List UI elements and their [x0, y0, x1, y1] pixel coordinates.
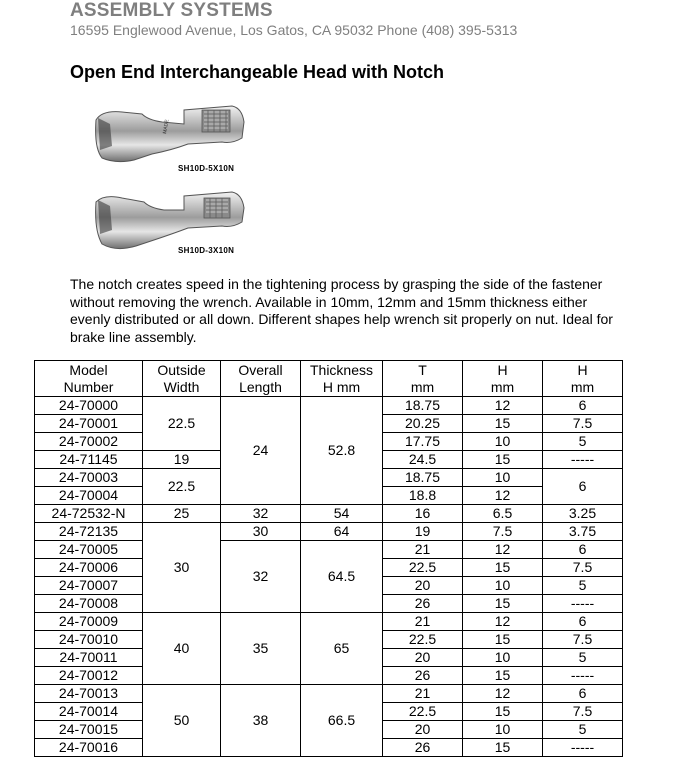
header-h-mm: H mm: [463, 361, 543, 397]
h2-cell: 3.75: [543, 523, 623, 541]
h2-cell: 6: [543, 541, 623, 559]
model-cell: 24-70010: [35, 631, 143, 649]
h2-cell: 6: [543, 613, 623, 631]
table-row: [35, 505, 623, 523]
model-cell: 24-71145: [35, 451, 143, 469]
model-cell: 24-70001: [35, 415, 143, 433]
t-cell: 20: [383, 721, 463, 739]
header-thickness: Thickness H mm: [301, 361, 383, 397]
h-cell: 15: [463, 739, 543, 757]
overall-length-cell: 38: [221, 685, 301, 757]
t-cell: 21: [383, 685, 463, 703]
table-header-row: [35, 361, 623, 397]
outside-width-cell: 19: [143, 451, 221, 469]
outside-width-cell: 22.5: [143, 469, 221, 505]
model-cell: 24-72532-N: [35, 505, 143, 523]
overall-length-cell: 24: [221, 397, 301, 505]
header-overall-length: Overall Length: [221, 361, 301, 397]
h-cell: 15: [463, 451, 543, 469]
overall-length-cell: 35: [221, 613, 301, 685]
t-cell: 24.5: [383, 451, 463, 469]
thickness-cell: 54: [301, 505, 383, 523]
company-name: ASSEMBLY SYSTEMS: [70, 0, 273, 21]
product-description: The notch creates speed in the tightening process by grasping the side of the fastener without removing the wrench. Available in 10mm, 12mm and 15mm thickness either evenly distributed or all down. Different shapes help wrench sit properly on nut. Ideal for brake line assembly.: [70, 276, 613, 345]
thickness-cell: 65: [301, 613, 383, 685]
model-cell: 24-70002: [35, 433, 143, 451]
model-cell: 24-70011: [35, 649, 143, 667]
header-model-number: Model Number: [35, 361, 143, 397]
model-cell: 24-70014: [35, 703, 143, 721]
model-cell: 24-70000: [35, 397, 143, 415]
h-cell: 15: [463, 667, 543, 685]
h-cell: 10: [463, 433, 543, 451]
h2-cell: -----: [543, 667, 623, 685]
h2-cell: 6: [543, 469, 623, 505]
h-cell: 6.5: [463, 505, 543, 523]
overall-length-cell: 32: [221, 541, 301, 613]
t-cell: 18.75: [383, 397, 463, 415]
h-cell: 12: [463, 487, 543, 505]
h-cell: 15: [463, 559, 543, 577]
outside-width-cell: 22.5: [143, 397, 221, 451]
h-cell: 15: [463, 595, 543, 613]
h2-cell: 5: [543, 577, 623, 595]
outside-width-cell: 25: [143, 505, 221, 523]
h-cell: 15: [463, 703, 543, 721]
model-cell: 24-70003: [35, 469, 143, 487]
h-cell: 10: [463, 721, 543, 739]
outside-width-cell: 30: [143, 523, 221, 613]
table-row: [35, 613, 623, 631]
company-address: 16595 Englewood Avenue, Los Gatos, CA 95032 Phone (408) 395-5313: [70, 22, 518, 38]
t-cell: 19: [383, 523, 463, 541]
model-cell: 24-70015: [35, 721, 143, 739]
h2-cell: 6: [543, 397, 623, 415]
table-row: [35, 397, 623, 415]
t-cell: 16: [383, 505, 463, 523]
h2-cell: 6: [543, 685, 623, 703]
t-cell: 18.8: [383, 487, 463, 505]
table-row: [35, 541, 623, 559]
h-cell: 10: [463, 577, 543, 595]
model-cell: 24-70004: [35, 487, 143, 505]
h2-cell: -----: [543, 451, 623, 469]
photo-1-label: SH10D-5X10N: [178, 164, 235, 173]
t-cell: 17.75: [383, 433, 463, 451]
t-cell: 18.75: [383, 469, 463, 487]
overall-length-cell: 32: [221, 505, 301, 523]
h2-cell: 5: [543, 433, 623, 451]
thickness-cell: 64: [301, 523, 383, 541]
product-photo-1: [92, 102, 267, 192]
thickness-cell: 52.8: [301, 397, 383, 505]
product-photo-2: [92, 188, 267, 273]
spec-table: [34, 360, 623, 757]
t-cell: 21: [383, 613, 463, 631]
t-cell: 26: [383, 667, 463, 685]
h-cell: 10: [463, 649, 543, 667]
header-h2-mm: H mm: [543, 361, 623, 397]
model-cell: 24-72135: [35, 523, 143, 541]
h-cell: 12: [463, 397, 543, 415]
t-cell: 26: [383, 739, 463, 757]
t-cell: 22.5: [383, 703, 463, 721]
h-cell: 15: [463, 631, 543, 649]
h2-cell: 7.5: [543, 415, 623, 433]
model-cell: 24-70012: [35, 667, 143, 685]
t-cell: 20: [383, 649, 463, 667]
page-title: Open End Interchangeable Head with Notch: [70, 62, 445, 82]
photo-2-label: SH10D-3X10N: [178, 246, 235, 255]
model-cell: 24-70006: [35, 559, 143, 577]
h2-cell: 7.5: [543, 703, 623, 721]
h2-cell: -----: [543, 739, 623, 757]
table-row: [35, 685, 623, 703]
h-cell: 7.5: [463, 523, 543, 541]
t-cell: 26: [383, 595, 463, 613]
h2-cell: 5: [543, 721, 623, 739]
h2-cell: 5: [543, 649, 623, 667]
table-row: [35, 523, 623, 541]
header-t-mm: T mm: [383, 361, 463, 397]
outside-width-cell: 50: [143, 685, 221, 757]
thickness-cell: 64.5: [301, 541, 383, 613]
outside-width-cell: 40: [143, 613, 221, 685]
h2-cell: -----: [543, 595, 623, 613]
t-cell: 22.5: [383, 631, 463, 649]
header-outside-width: Outside Width: [143, 361, 221, 397]
h-cell: 10: [463, 469, 543, 487]
t-cell: 20: [383, 577, 463, 595]
model-cell: 24-70013: [35, 685, 143, 703]
h2-cell: 7.5: [543, 631, 623, 649]
h2-cell: 3.25: [543, 505, 623, 523]
svg-text:MADE: MADE: [162, 119, 171, 135]
h2-cell: 7.5: [543, 559, 623, 577]
t-cell: 21: [383, 541, 463, 559]
h-cell: 12: [463, 541, 543, 559]
h-cell: 12: [463, 685, 543, 703]
h-cell: 15: [463, 415, 543, 433]
model-cell: 24-70009: [35, 613, 143, 631]
model-cell: 24-70008: [35, 595, 143, 613]
model-cell: 24-70005: [35, 541, 143, 559]
thickness-cell: 66.5: [301, 685, 383, 757]
model-cell: 24-70016: [35, 739, 143, 757]
h-cell: 12: [463, 613, 543, 631]
t-cell: 20.25: [383, 415, 463, 433]
t-cell: 22.5: [383, 559, 463, 577]
overall-length-cell: 30: [221, 523, 301, 541]
model-cell: 24-70007: [35, 577, 143, 595]
